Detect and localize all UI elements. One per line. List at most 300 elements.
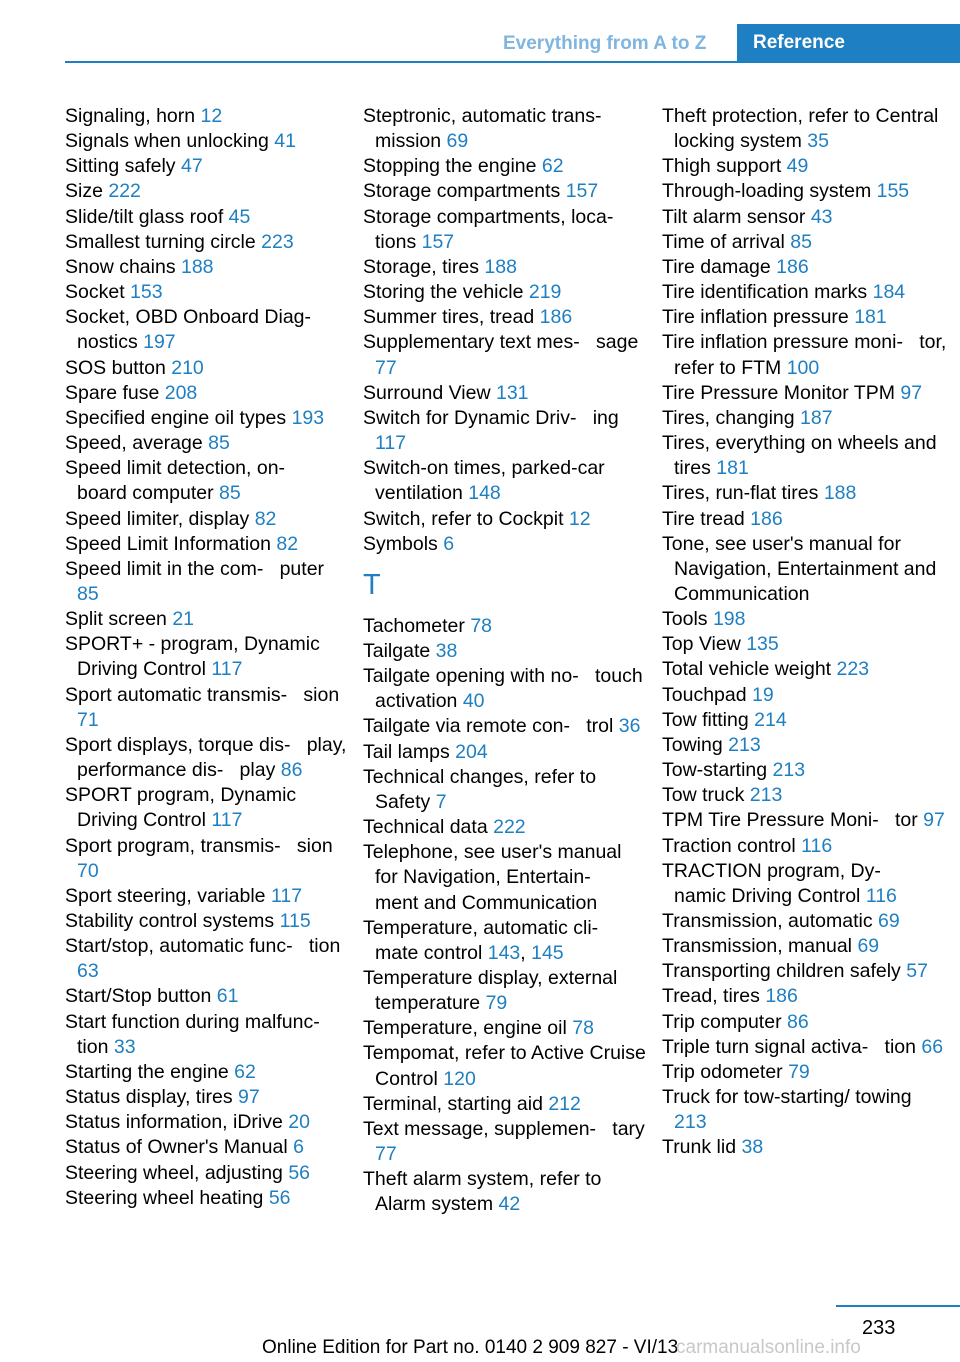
entry-term: Switch for Dynamic Driv- ing	[363, 406, 619, 429]
entry-term: SPORT program, Dynamic Driving Control	[65, 784, 297, 832]
index-entry	[363, 179, 648, 204]
index-entry	[662, 632, 947, 657]
entry-term: Switch-on times, parked-car ventilation	[363, 457, 605, 505]
entry-term: Top View	[662, 633, 747, 656]
index-entry	[363, 532, 648, 557]
index-entry	[65, 733, 350, 783]
index-entry	[363, 406, 648, 456]
page-reference-link[interactable]: 85	[77, 582, 99, 605]
index-entry	[363, 815, 648, 840]
page-reference-link[interactable]: 71	[77, 708, 99, 731]
entry-term: Through-loading system	[662, 180, 877, 203]
entry-term: Status information, iDrive	[65, 1111, 289, 1134]
page-reference-link[interactable]: 153	[130, 281, 163, 304]
index-entry	[662, 1010, 947, 1035]
page-reference-link[interactable]: 78	[572, 1017, 594, 1040]
index-entry	[662, 1035, 947, 1060]
index-entry	[363, 104, 648, 154]
index-entry	[662, 959, 947, 984]
entry-term: Tires, changing	[662, 406, 801, 429]
index-entry	[65, 205, 350, 230]
entry-term: Temperature display, external temperature	[363, 967, 618, 1015]
index-entry	[65, 683, 350, 733]
index-entry	[65, 1085, 350, 1110]
page-reference-link[interactable]: 186	[750, 507, 783, 530]
entry-term: Tilt alarm sensor	[662, 205, 811, 228]
entry-term: Sport program, transmis- sion	[65, 834, 333, 857]
page-reference-link[interactable]: 97	[238, 1086, 260, 1109]
entry-term: Stability control systems	[65, 910, 280, 932]
entry-term: Socket, OBD Onboard Diag- nostics	[65, 306, 322, 354]
page-reference-link[interactable]: 21	[172, 608, 195, 631]
entry-term: Triple turn signal activa- tion	[662, 1035, 922, 1058]
page-reference-link[interactable]: 20	[288, 1111, 310, 1134]
page-reference-link[interactable]: 148	[468, 482, 501, 505]
entry-term: SOS button	[65, 356, 172, 379]
index-entry	[363, 1092, 648, 1117]
index-entry	[65, 507, 350, 532]
entry-term: Speed limit in the com- puter	[65, 557, 325, 580]
index-entry	[65, 456, 350, 506]
entry-term: Temperature, engine oil	[363, 1017, 573, 1040]
index-entry	[65, 532, 350, 557]
index-entry	[65, 406, 350, 431]
page-reference-link[interactable]: 157	[421, 230, 455, 253]
page-reference-link[interactable]: 186	[776, 255, 809, 278]
index-entry	[65, 1060, 350, 1085]
index-entry	[363, 966, 648, 1016]
index-entry	[662, 280, 947, 305]
entry-term: Theft protection, refer to Central locking system	[662, 105, 939, 153]
entry-term: Sport steering, variable	[65, 884, 271, 907]
entry-term: TRACTION program, Dy- namic Driving Control	[662, 859, 892, 907]
page-reference-link[interactable]: 100	[786, 356, 820, 379]
entry-term: Tow-starting	[662, 759, 773, 782]
entry-term: Tone, see user's manual for Navigation, Entertainment and Communication	[662, 532, 937, 605]
page-reference-link[interactable]: 40	[462, 690, 485, 713]
index-entry	[65, 230, 350, 255]
index-entry	[363, 1167, 648, 1217]
index-entry	[363, 740, 648, 765]
entry-term: Tires, everything on wheels and tires	[662, 432, 937, 480]
entry-term: Transmission, manual	[662, 935, 858, 958]
entry-term: Sport displays, torque dis- play, performance dis- play	[65, 733, 347, 782]
index-entry	[363, 1041, 648, 1091]
page-reference-link[interactable]: 223	[261, 230, 294, 253]
entry-term: Technical changes, refer to Safety	[363, 765, 597, 813]
page-reference-link[interactable]: 49	[786, 155, 809, 178]
page-reference-link[interactable]: 63	[77, 960, 99, 983]
index-entry	[662, 984, 947, 1009]
index-entry	[65, 1161, 350, 1186]
index-entry	[662, 758, 947, 783]
page-reference-link[interactable]: 42	[498, 1193, 521, 1216]
page-reference-link[interactable]: 78	[470, 614, 493, 637]
entry-term: Storage compartments	[363, 180, 566, 203]
page-reference-link[interactable]: 193	[291, 406, 325, 429]
entry-term: Tires, run-flat tires	[662, 482, 824, 505]
entry-term: Technical data	[363, 816, 494, 839]
page-reference-link[interactable]: 85	[219, 482, 241, 505]
index-column-3	[662, 104, 947, 1161]
page-reference-link[interactable]: 36	[618, 715, 641, 738]
page-reference-link[interactable]: 12	[200, 105, 223, 127]
index-entry	[662, 733, 947, 758]
entry-term: TPM Tire Pressure Moni- tor	[662, 809, 924, 832]
entry-term: Tailgate	[363, 639, 436, 662]
page-reference-link[interactable]: 188	[180, 255, 214, 278]
index-entry	[65, 557, 350, 607]
entry-term: Storing the vehicle	[363, 281, 529, 304]
page-reference-link[interactable]: 186	[539, 306, 573, 329]
page-reference-link[interactable]: 117	[211, 809, 243, 832]
index-entry	[363, 840, 648, 915]
page-reference-link[interactable]: 38	[435, 639, 458, 662]
page-reference-link[interactable]: 213	[749, 784, 783, 807]
index-entry	[662, 330, 947, 380]
entry-term: Start function during malfunc- tion	[65, 1010, 331, 1058]
watermark: carmanualsonline.info	[676, 1337, 861, 1358]
index-entry	[662, 834, 947, 859]
page-reference-link[interactable]: 62	[234, 1060, 256, 1083]
entry-term: Traction control	[662, 834, 802, 857]
entry-term: Trip computer	[662, 1010, 787, 1033]
entry-term: Steering wheel heating	[65, 1186, 269, 1209]
entry-term: Tools	[662, 608, 713, 631]
index-entry	[363, 714, 648, 739]
index-column-1	[65, 104, 350, 1211]
page-reference-link[interactable]: 213	[674, 1111, 707, 1134]
page-reference-link[interactable]: 135	[746, 633, 779, 656]
index-entry	[65, 783, 350, 833]
page-reference-link[interactable]: 19	[752, 683, 774, 706]
page-reference-link[interactable]: 41	[274, 130, 296, 153]
entry-term: Speed, average	[65, 432, 209, 455]
index-entry	[65, 1135, 350, 1160]
page-reference-link[interactable]: 61	[216, 985, 239, 1008]
page-reference-link[interactable]: 117	[211, 658, 243, 681]
page-reference-link[interactable]: 79	[788, 1060, 810, 1083]
entry-term: Tailgate via remote con- trol	[363, 715, 619, 738]
entry-term: Theft alarm system, refer to Alarm system	[363, 1168, 602, 1216]
index-entry	[662, 179, 947, 204]
entry-term: Tail lamps	[363, 740, 456, 763]
page-reference-link[interactable]: 187	[800, 406, 833, 429]
index-entry	[65, 431, 350, 456]
page-number: 233	[862, 1317, 896, 1339]
page-reference-link[interactable]: 115	[279, 910, 311, 932]
index-entry	[65, 1186, 350, 1211]
index-entry	[363, 664, 648, 714]
entry-term: Transmission, automatic	[662, 910, 879, 932]
entry-term: Status display, tires	[65, 1086, 239, 1109]
page-reference-link[interactable]: 145	[531, 941, 564, 964]
page-reference-link[interactable]: 210	[171, 356, 204, 379]
entry-term: Temperature, automatic cli- mate control	[363, 916, 610, 964]
page-reference-link[interactable]: 47	[180, 155, 203, 178]
page-reference-link[interactable]: 82	[254, 507, 277, 530]
entry-term: Supplementary text mes- sage	[363, 331, 639, 354]
entry-term: Trunk lid	[662, 1136, 742, 1159]
page-reference-link[interactable]: 56	[268, 1186, 291, 1209]
entry-term: Split screen	[65, 608, 173, 631]
index-entry	[363, 1117, 648, 1167]
index-entry	[662, 481, 947, 506]
index-entry	[65, 104, 350, 129]
entry-term: Signaling, horn	[65, 105, 201, 127]
page-reference-link[interactable]: 131	[495, 381, 529, 404]
page-reference-link[interactable]: 97	[923, 809, 945, 832]
entry-term: Snow chains	[65, 255, 181, 278]
index-entry	[65, 255, 350, 280]
entry-term: Socket	[65, 281, 131, 304]
entry-term: Signals when unlocking	[65, 130, 275, 153]
index-entry	[662, 305, 947, 330]
index-entry	[363, 381, 648, 406]
index-entry	[65, 632, 350, 682]
page-reference-link[interactable]: 38	[741, 1136, 764, 1159]
index-entry	[662, 406, 947, 431]
entry-term: Storage, tires	[363, 255, 485, 278]
page-reference-link[interactable]: 69	[857, 935, 880, 958]
page-reference-link[interactable]: 223	[836, 658, 870, 681]
index-entry	[662, 205, 947, 230]
entry-term: Tire inflation pressure	[662, 306, 855, 329]
page-reference-link[interactable]: 197	[143, 331, 176, 354]
entry-term: SPORT+ - program, Dynamic Driving Control	[65, 633, 320, 681]
header-section-title: Everything from A to Z	[503, 33, 707, 54]
entry-term: Transporting children safely	[662, 960, 907, 983]
entry-term: Tailgate opening with no- touch activation	[363, 665, 643, 713]
page-reference-link[interactable]: 85	[208, 432, 230, 455]
entry-term: Smallest turning circle	[65, 230, 262, 253]
index-entry	[65, 280, 350, 305]
entry-term: Telephone, see user's manual for Navigation, Entertain- ment and Communication	[363, 841, 622, 914]
page-reference-link[interactable]: 120	[443, 1067, 476, 1090]
index-entry	[65, 909, 350, 934]
index-entry	[363, 614, 648, 639]
page-reference-link[interactable]: 213	[772, 759, 806, 782]
index-entry	[662, 1085, 947, 1135]
page-reference-link[interactable]: 214	[754, 708, 787, 731]
header-tab-reference	[737, 24, 960, 61]
page-reference-link[interactable]: 35	[807, 130, 829, 153]
page-reference-link[interactable]: 62	[541, 155, 564, 178]
index-entry	[363, 205, 648, 255]
index-entry	[662, 431, 947, 481]
index-entry	[662, 532, 947, 607]
entry-term: Tow fitting	[662, 708, 755, 731]
index-entry	[662, 1060, 947, 1085]
index-entry	[662, 154, 947, 179]
page-reference-link[interactable]: 12	[568, 507, 591, 530]
page-reference-link[interactable]: 157	[565, 180, 599, 203]
index-entry	[662, 934, 947, 959]
entry-term: Status of Owner's Manual	[65, 1136, 294, 1159]
index-entry	[363, 280, 648, 305]
index-entry	[65, 356, 350, 381]
entry-term: Specified engine oil types	[65, 406, 292, 429]
entry-term: Tire damage	[662, 255, 777, 278]
entry-term: Thigh support	[662, 155, 787, 178]
index-entry	[363, 456, 648, 506]
entry-term: Tire identification marks	[662, 281, 873, 304]
entry-term: Storage compartments, loca- tions	[363, 205, 625, 253]
index-entry	[662, 607, 947, 632]
entry-term: Stopping the engine	[363, 155, 542, 178]
index-entry	[65, 1010, 350, 1060]
entry-term: Total vehicle weight	[662, 658, 837, 681]
index-entry	[65, 381, 350, 406]
entry-term: Symbols	[363, 532, 444, 555]
page-reference-link[interactable]: 69	[446, 130, 469, 153]
page-reference-link[interactable]: 66	[921, 1035, 944, 1058]
page-reference-link[interactable]: 45	[228, 205, 251, 228]
entry-term: Truck for tow-starting/ towing	[662, 1086, 912, 1109]
entry-term: Text message, supplemen- tary	[363, 1117, 645, 1140]
entry-term: Steptronic, automatic trans- mission	[363, 105, 613, 153]
page-reference-link[interactable]: 86	[786, 1010, 809, 1033]
page-reference-link[interactable]: 204	[455, 740, 488, 763]
page-reference-link[interactable]: 6	[293, 1136, 304, 1159]
index-entry	[65, 154, 350, 179]
entry-term: Tread, tires	[662, 985, 766, 1008]
page-reference-link[interactable]: 186	[765, 985, 798, 1008]
page-reference-link[interactable]: 82	[276, 532, 299, 555]
index-entry	[662, 708, 947, 733]
index-entry: Temperature, automatic cli- mate control 143, 145	[363, 916, 610, 964]
entry-term: Speed Limit Information	[65, 532, 277, 555]
entry-term: Tire tread	[662, 507, 751, 530]
index-column-2	[363, 104, 648, 1218]
index-entry	[363, 639, 648, 664]
entry-term: Slide/tilt glass roof	[65, 205, 229, 228]
page-reference-link[interactable]: 86	[280, 759, 303, 782]
index-entry	[662, 657, 947, 682]
index-entry	[662, 783, 947, 808]
index-entry	[363, 1016, 648, 1041]
page-reference-link[interactable]: 117	[375, 432, 407, 455]
index-entry	[65, 129, 350, 154]
index-entry	[363, 330, 648, 380]
page-reference-link[interactable]: 56	[288, 1161, 311, 1184]
entry-term: Spare fuse	[65, 381, 165, 404]
page-reference-link[interactable]: 79	[485, 992, 508, 1015]
index-entry	[65, 179, 350, 204]
entry-term: Speed limit detection, on- board computer	[65, 457, 296, 505]
page-reference-link[interactable]: 116	[865, 884, 897, 907]
footer-rule	[836, 1305, 960, 1307]
page-reference-link[interactable]: 85	[790, 230, 812, 253]
index-entry	[662, 230, 947, 255]
index-entry	[662, 859, 947, 909]
page-reference-link[interactable]: 69	[878, 910, 900, 932]
index-entry	[662, 808, 947, 833]
index-entry	[65, 984, 350, 1009]
page-reference-link[interactable]: 198	[712, 608, 746, 631]
entry-term: Touchpad	[662, 683, 752, 706]
entry-term: Start/stop, automatic func- tion	[65, 935, 341, 958]
index-entry	[65, 1110, 350, 1135]
page-reference-link[interactable]: 188	[484, 255, 517, 278]
page-reference-link[interactable]: 70	[77, 859, 99, 882]
entry-term: Time of arrival	[662, 230, 791, 253]
page-reference-link[interactable]: 77	[375, 356, 397, 379]
page-reference-link[interactable]: 181	[716, 457, 749, 480]
edition-note: Online Edition for Part no. 0140 2 909 827 - VI/13	[262, 1337, 679, 1358]
page-reference-link[interactable]: 188	[823, 482, 857, 505]
entry-term: Tire Pressure Monitor TPM	[662, 381, 901, 404]
index-entry	[65, 305, 350, 355]
index-entry	[662, 507, 947, 532]
page-reference-link[interactable]: 116	[801, 834, 833, 857]
page-reference-link[interactable]: 155	[876, 180, 910, 203]
header-rule	[65, 61, 960, 63]
index-entry	[363, 255, 648, 280]
entry-term: Tachometer	[363, 614, 471, 637]
page-reference-link[interactable]: 222	[108, 180, 141, 203]
index-entry	[662, 255, 947, 280]
page-reference-link[interactable]: 33	[113, 1035, 136, 1058]
page-reference-link[interactable]: 208	[164, 381, 198, 404]
index-entry	[363, 507, 648, 532]
index-entry	[65, 884, 350, 909]
page-reference-link[interactable]: 212	[548, 1092, 581, 1115]
header-tab-label: Reference	[753, 32, 845, 53]
entry-term: Tempomat, refer to Active Cruise Control	[363, 1042, 646, 1090]
page-reference-link[interactable]: 213	[728, 733, 761, 756]
entry-term: Sport automatic transmis- sion	[65, 683, 340, 706]
entry-term: Starting the engine	[65, 1060, 235, 1083]
index-entry	[662, 1135, 947, 1160]
page-reference-link[interactable]: 43	[810, 205, 833, 228]
page-reference-link[interactable]: 7	[435, 790, 447, 813]
page-reference-link[interactable]: 57	[906, 960, 928, 983]
index-entry	[65, 834, 350, 884]
entry-term: Steering wheel, adjusting	[65, 1161, 289, 1184]
entry-term: Tire inflation pressure moni- tor, refer to FTM	[662, 331, 947, 379]
entry-term: Speed limiter, display	[65, 507, 255, 530]
index-entry	[65, 934, 350, 984]
entry-term: Terminal, starting aid	[363, 1092, 549, 1115]
entry-term: Trip odometer	[662, 1060, 789, 1083]
index-entry	[662, 104, 947, 154]
entry-term: Summer tires, tread	[363, 306, 540, 329]
index-entry	[363, 154, 648, 179]
entry-term: Surround View	[363, 381, 496, 404]
index-entry	[363, 305, 648, 330]
page-reference-link[interactable]: 97	[900, 381, 923, 404]
index-entry	[662, 381, 947, 406]
page-reference-link[interactable]: 222	[493, 816, 526, 839]
entry-term: Size	[65, 180, 109, 203]
page-reference-link[interactable]: 77	[375, 1143, 397, 1166]
index-entry	[662, 683, 947, 708]
index-entry	[662, 909, 947, 934]
page-reference-link[interactable]: 219	[528, 281, 562, 304]
page-reference-link[interactable]: 117	[270, 884, 303, 907]
entry-term: Tow truck	[662, 784, 750, 807]
entry-term: Start/Stop button	[65, 985, 217, 1008]
page-reference-link[interactable]: 181	[854, 306, 887, 329]
index-entry	[65, 607, 350, 632]
index-entry	[363, 765, 648, 815]
page-reference-link[interactable]: 143	[487, 941, 521, 964]
entry-term: Sitting safely	[65, 155, 181, 178]
page-reference-link[interactable]: 6	[443, 532, 455, 555]
entry-term: Towing	[662, 733, 729, 756]
page-reference-link[interactable]: 184	[872, 281, 906, 304]
